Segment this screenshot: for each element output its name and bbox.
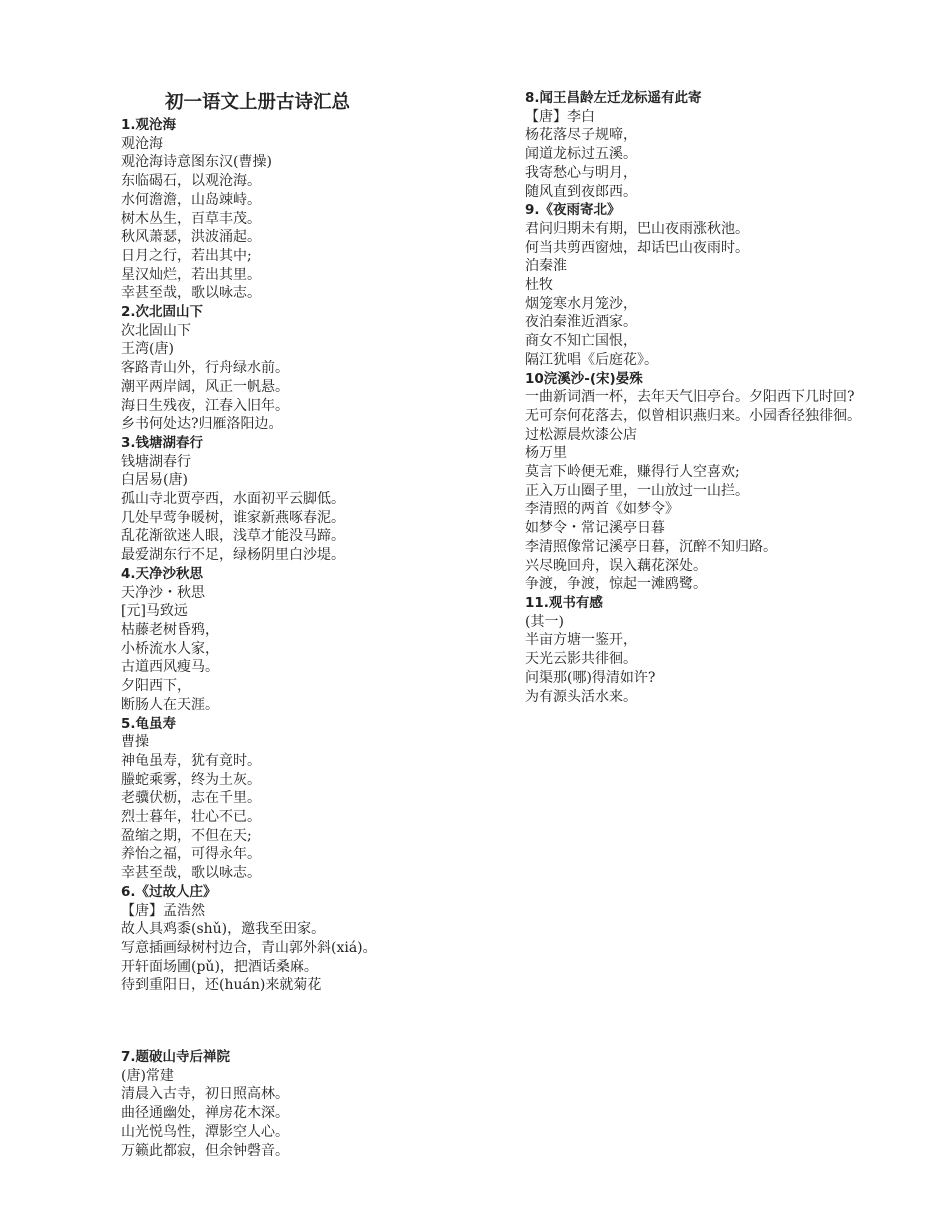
poem-line: 客路青山外，行舟绿水前。 bbox=[121, 360, 289, 377]
poem-heading: 4.天净沙秋思 bbox=[121, 565, 204, 582]
poem-line: 小桥流水人家， bbox=[121, 640, 219, 657]
right-column bbox=[492, 89, 872, 706]
poem-line: 清晨入古寺，初日照高林。 bbox=[121, 1086, 289, 1103]
poem-line: 无可奈何花落去，似曾相识燕归来。小园香径独徘徊。 bbox=[525, 407, 861, 424]
poem-line: 闻道龙标过五溪。 bbox=[525, 146, 637, 163]
poem-line: 如梦令・常记溪亭日暮 bbox=[525, 520, 665, 537]
poem-line: 最爱湖东行不足，绿杨阴里白沙堤。 bbox=[121, 547, 345, 564]
poem-line: 曹操 bbox=[121, 734, 149, 751]
poem-line: 【唐】孟浩然 bbox=[121, 902, 205, 919]
poem-heading: 6.《过故人庄》 bbox=[121, 883, 217, 900]
poem-line: 天光云影共徘徊。 bbox=[525, 651, 637, 668]
poem-line: 过松源晨炊漆公店 bbox=[525, 426, 637, 443]
poem-line: 争渡，争渡，惊起一滩鸥鹭。 bbox=[525, 576, 707, 593]
poem-line: 兴尽晚回舟，误入藕花深处。 bbox=[525, 557, 707, 574]
poem-line: 随风直到夜郎西。 bbox=[525, 183, 637, 200]
page-title: 初一语文上册古诗汇总 bbox=[165, 92, 351, 113]
poem-line: 神龟虽寿，犹有竟时。 bbox=[121, 752, 261, 769]
poem-line: 写意插画绿树村边合，青山郭外斜(xiá)。 bbox=[121, 939, 377, 956]
poem-line: 白居易(唐) bbox=[121, 472, 188, 489]
poem-line: 枯藤老树昏鸦， bbox=[121, 621, 219, 638]
poem-line: 杨花落尽子规啼， bbox=[525, 127, 637, 144]
poem-line: (唐)常建 bbox=[121, 1067, 174, 1084]
poem-line: 孤山寺北贾亭西，水面初平云脚低。 bbox=[121, 491, 345, 508]
poem-line: 潮平两岸阔，风正一帆悬。 bbox=[121, 378, 289, 395]
poem-line: 断肠人在天涯。 bbox=[121, 696, 219, 713]
poem-line: 开轩面场圃(pǔ)，把酒话桑麻。 bbox=[121, 958, 318, 975]
poem-line: 为有源头活水来。 bbox=[525, 688, 637, 705]
poem-line: 东临碣石，以观沧海。 bbox=[121, 173, 261, 190]
poem-line: 夜泊秦淮近酒家。 bbox=[525, 314, 637, 331]
poem-line: 烈士暮年，壮心不已。 bbox=[121, 809, 261, 826]
poem-line: 螣蛇乘雾，终为土灰。 bbox=[121, 771, 261, 788]
poem-line: 一曲新词酒一杯，去年天气旧亭台。夕阳西下几时回? bbox=[525, 389, 855, 406]
poem-line: 盈缩之期，不但在天; bbox=[121, 827, 252, 844]
poem-line: 正入万山圈子里，一山放过一山拦。 bbox=[525, 482, 749, 499]
poem-line: 星汉灿烂，若出其里。 bbox=[121, 266, 261, 283]
poem-line: 老骥伏枥，志在千里。 bbox=[121, 790, 261, 807]
poem-line: 古道西风瘦马。 bbox=[121, 659, 219, 676]
poem-line: 几处早莺争暖树，谁家新燕啄春泥。 bbox=[121, 509, 345, 526]
poem-heading: 9.《夜雨寄北》 bbox=[525, 202, 621, 219]
poem-line: 幸甚至哉，歌以咏志。 bbox=[121, 285, 261, 302]
poem-line: 君问归期未有期，巴山夜雨涨秋池。 bbox=[525, 220, 749, 237]
poem-line: 观沧海 bbox=[121, 135, 163, 152]
poem-line: 观沧海诗意图东汉(曹操) bbox=[121, 154, 272, 171]
poem-line: 天净沙・秋思 bbox=[121, 584, 205, 601]
poem-heading: 11.观书有感 bbox=[525, 594, 603, 611]
poem-heading: 8.闻王昌龄左迁龙标遥有此寄 bbox=[525, 90, 702, 106]
poem-line: 李清照像常记溪亭日暮，沉醉不知归路。 bbox=[525, 538, 777, 555]
poem-line: 乱花渐欲迷人眼，浅草才能没马蹄。 bbox=[121, 528, 345, 545]
poem-line: 树木丛生，百草丰茂。 bbox=[121, 210, 261, 227]
poem-line: (其一) bbox=[525, 613, 564, 630]
poem-line: 钱塘湖春行 bbox=[121, 453, 191, 470]
poem-line: 海日生残夜，江春入旧年。 bbox=[121, 397, 289, 414]
poem-line: 秋风萧瑟，洪波涌起。 bbox=[121, 229, 261, 246]
poem-heading: 5.龟虽寿 bbox=[121, 715, 177, 732]
poem-line: 曲径通幽处，禅房花木深。 bbox=[121, 1105, 289, 1122]
poem-line: 万籁此都寂，但余钟磬音。 bbox=[121, 1142, 289, 1159]
poem-line: 王湾(唐) bbox=[121, 341, 174, 358]
poem-heading: 7.题破山寺后禅院 bbox=[121, 1049, 231, 1065]
poem-line: 山光悦鸟性，潭影空人心。 bbox=[121, 1123, 289, 1140]
poem-heading: 3.钱塘湖春行 bbox=[121, 434, 204, 451]
left-column-bottom bbox=[121, 1048, 493, 1160]
poem-line: 隔江犹唱《后庭花》。 bbox=[525, 351, 658, 368]
poem-line: 日月之行，若出其中; bbox=[121, 247, 252, 264]
poem-line: 养怡之福，可得永年。 bbox=[121, 846, 261, 863]
poem-line: 半亩方塘一鉴开， bbox=[525, 632, 637, 649]
left-column bbox=[121, 116, 493, 995]
poem-line: 故人具鸡黍(shǔ)，邀我至田家。 bbox=[121, 921, 326, 938]
poem-heading: 10浣溪沙-(宋)晏殊 bbox=[525, 370, 643, 387]
poem-line: 乡书何处达?归雁洛阳边。 bbox=[121, 416, 283, 433]
poem-line: 【唐】李白 bbox=[525, 108, 595, 125]
poem-heading: 2.次北固山下 bbox=[121, 304, 204, 321]
poem-line: 李清照的两首《如梦令》 bbox=[525, 501, 679, 518]
poem-line: 杜牧 bbox=[525, 277, 553, 294]
poem-line: 问渠那(哪)得清如许? bbox=[525, 669, 656, 686]
poem-line: 次北固山下 bbox=[121, 322, 191, 339]
poem-line: 莫言下岭便无难，赚得行人空喜欢; bbox=[525, 464, 740, 481]
poem-heading: 1.观沧海 bbox=[121, 117, 177, 133]
poem-line: 泊秦淮 bbox=[525, 258, 567, 275]
poem-line: 何当共剪西窗烛，却话巴山夜雨时。 bbox=[525, 239, 749, 256]
poem-line: 商女不知亡国恨， bbox=[525, 333, 637, 350]
poem-line: 杨万里 bbox=[525, 445, 567, 462]
poem-line: 幸甚至哉，歌以咏志。 bbox=[121, 865, 261, 882]
poem-line: 烟笼寒水月笼沙， bbox=[525, 295, 637, 312]
poem-line: 水何澹澹，山岛竦峙。 bbox=[121, 191, 261, 208]
poem-line: 待到重阳日，还(huán)来就菊花 bbox=[121, 977, 322, 994]
poem-line: [元]马致远 bbox=[121, 603, 188, 620]
poem-line: 夕阳西下， bbox=[121, 678, 191, 695]
poem-line: 我寄愁心与明月， bbox=[525, 164, 637, 181]
